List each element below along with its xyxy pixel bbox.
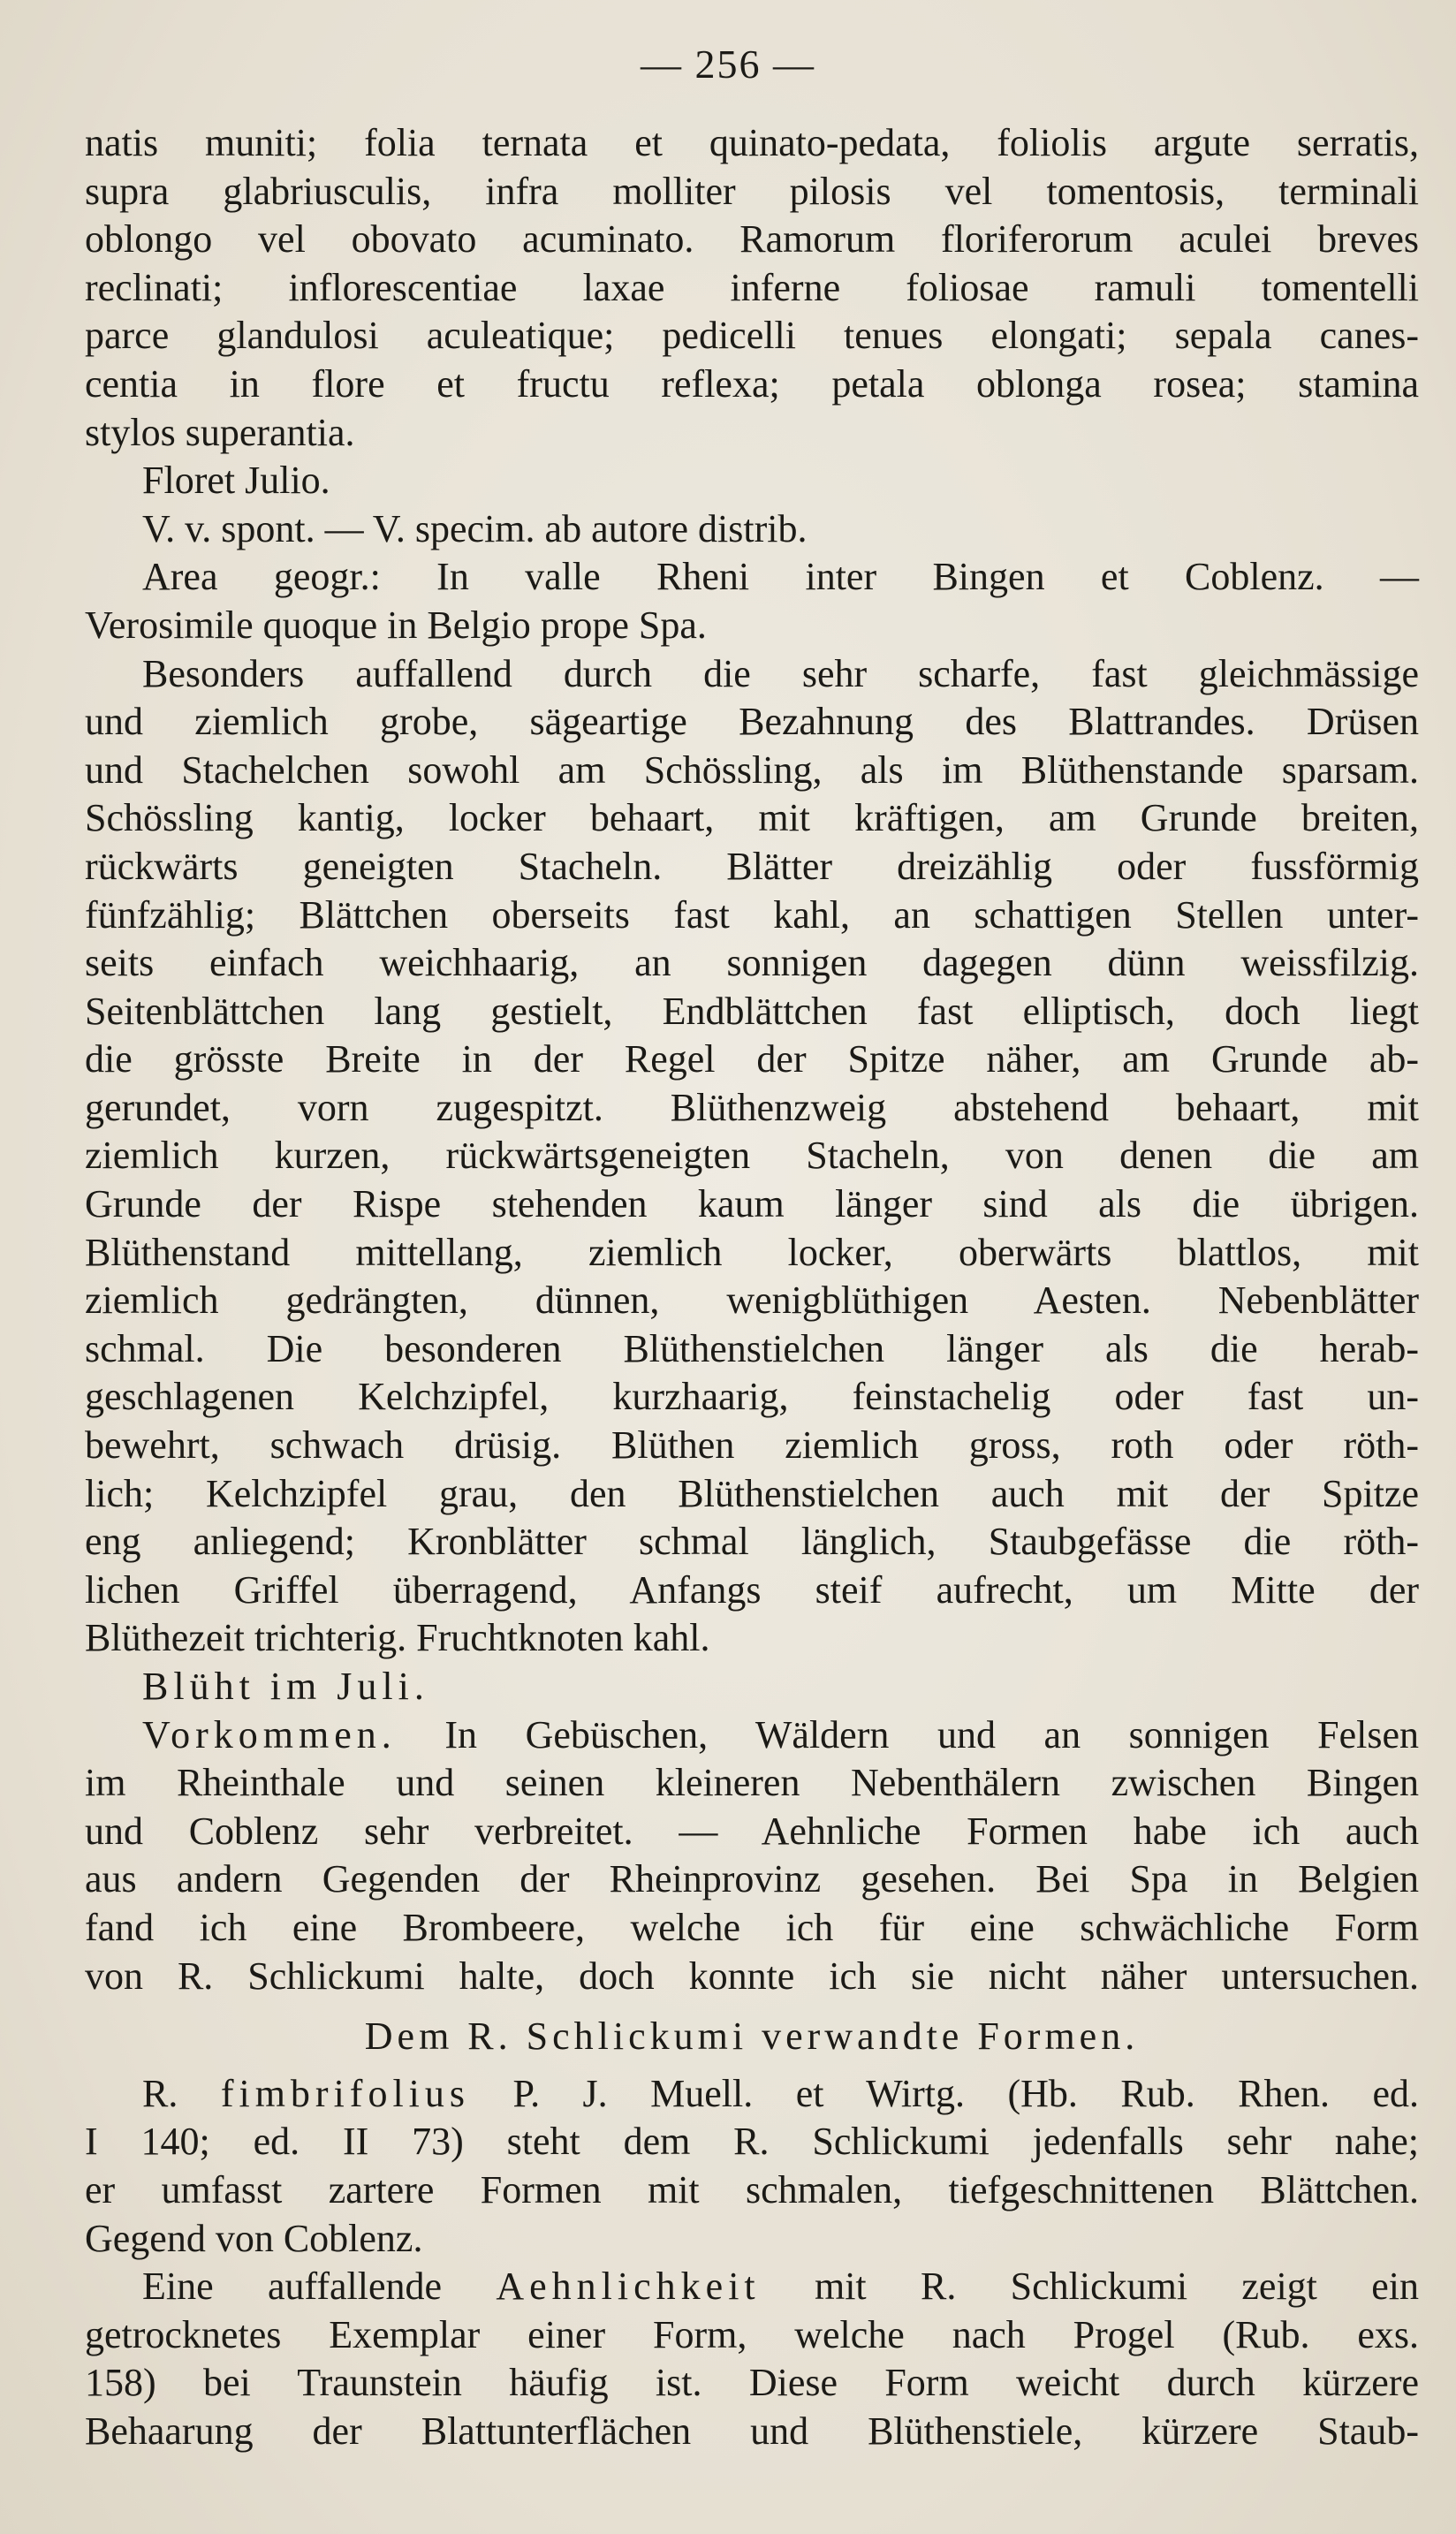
page-number: — 256 —	[641, 42, 815, 87]
text-line: er umfasst zartere Formen mit schmalen, tiefgeschnittenen Blättchen.	[85, 2167, 1419, 2212]
body-text	[85, 119, 1419, 2456]
fimbrifolius-line	[85, 2070, 1419, 2119]
text-line: bewehrt, schwach drüsig. Blüthen ziemlich gross, roth oder röth-	[85, 1423, 1419, 1468]
text-line: lichen Griffel überragend, Anfangs steif aufrecht, um Mitte der	[85, 1567, 1419, 1612]
text-line: reclinati; inflorescentiae laxae inferne foliosae ramuli tomentelli	[85, 265, 1419, 309]
text-line: ziemlich kurzen, rückwärtsgeneigten Stacheln, von denen die am	[85, 1134, 1419, 1178]
fimbrifolius-rest: P. J. Muell. et Wirtg. (Hb. Rub. Rhen. ed.	[512, 2071, 1420, 2115]
text-line: stylos superantia.	[85, 410, 355, 454]
text-line: Seitenblättchen lang gestielt, Endblättchen fast elliptisch, doch liegt	[85, 989, 1419, 1033]
aehnlichkeit-line	[85, 2263, 1419, 2311]
fimbrifolius-name: fimbrifolius	[220, 2071, 471, 2115]
text-line: fand ich eine Brombeere, welche ich für eine schwächliche Form	[85, 1905, 1419, 1949]
text-line: von R. Schlickumi halte, doch konnte ich sie nicht näher untersuchen.	[85, 1954, 1419, 1998]
text-line: oblongo vel obovato acuminato. Ramorum floriferorum aculei breves	[85, 217, 1419, 262]
text-line: I 140; ed. II 73) steht dem R. Schlickumi jedenfalls sehr nahe;	[85, 2120, 1419, 2164]
floret-line: Floret Julio.	[142, 459, 330, 503]
text-line: gerundet, vorn zugespitzt. Blüthenzweig abstehend behaart, mit	[85, 1085, 1419, 1129]
vv-line: V. v. spont. — V. specim. ab autore distrib.	[142, 506, 808, 550]
fimbrifolius-lead: R.	[142, 2071, 178, 2115]
text-line: centia in flore et fructu reflexa; petala oblonga rosea; stamina	[85, 361, 1419, 406]
area-line: Verosimile quoque in Belgio prope Spa.	[85, 603, 707, 647]
text-line: Schössling kantig, locker behaart, mit kräftigen, am Grunde breiten,	[85, 796, 1419, 840]
bluht-line	[85, 1663, 1419, 1711]
text-line: natis muniti; folia ternata et quinato-pedata, foliolis argute serratis,	[85, 121, 1419, 164]
text-line: die grösste Breite in der Regel der Spitze näher, am Grunde ab-	[85, 1037, 1419, 1081]
text-line: und ziemlich grobe, sägeartige Bezahnung des Blattrandes. Drüsen	[85, 700, 1419, 744]
section-heading-text: Dem R. Schlickumi verwandte Formen.	[364, 2014, 1140, 2059]
area-line: Area geogr.: In valle Rheni inter Bingen et Coblenz. —	[142, 555, 1419, 599]
text-line: supra glabriusculis, infra molliter pilosis vel tomentosis, terminali	[85, 169, 1419, 213]
text-line: Blüthezeit trichterig. Fruchtknoten kahl.	[85, 1616, 710, 1660]
vorkommen-first: In Gebüschen, Wäldern und an sonnigen Felsen	[444, 1712, 1420, 1756]
text-line: seits einfach weichhaarig, an sonnigen dagegen dünn weissfilzig.	[85, 941, 1419, 985]
text-line: Besonders auffallend durch die sehr scharfe, fast gleichmässige	[142, 651, 1419, 695]
text-line: und Coblenz sehr verbreitet. — Aehnliche Formen habe ich auch	[85, 1809, 1419, 1853]
text-line: 158) bei Traunstein häufig ist. Diese Form weicht durch kürzere	[85, 2361, 1419, 2405]
text-line: fünfzählig; Blättchen oberseits fast kahl, an schattigen Stellen unter-	[85, 892, 1419, 937]
vorkommen-label: Vorkommen.	[142, 1712, 397, 1756]
text-line: parce glandulosi aculeatique; pedicelli tenues elongati; sepala canes-	[85, 314, 1419, 358]
aehnlichkeit-pre: Eine auffallende	[142, 2265, 443, 2309]
aehnlichkeit-spaced: Aehnlichkeit	[496, 2265, 761, 2309]
text-line: Gegend von Coblenz.	[85, 2216, 423, 2260]
text-line: getrocknetes Exemplar einer Form, welche nach Progel (Rub. exs.	[85, 2312, 1419, 2356]
text-line: Behaarung der Blattunterflächen und Blüthenstiele, kürzere Staub-	[85, 2409, 1419, 2453]
text-line: Blüthenstand mittellang, ziemlich locker, oberwärts blattlos, mit	[85, 1230, 1419, 1274]
aehnlichkeit-post: mit R. Schlickumi zeigt ein	[814, 2265, 1419, 2309]
section-heading	[85, 2013, 1419, 2061]
text-line: schmal. Die besonderen Blüthenstielchen länger als die herab-	[85, 1326, 1419, 1370]
text-line: lich; Kelchzipfel grau, den Blüthenstielchen auch mit der Spitze	[85, 1471, 1419, 1515]
text-line: aus andern Gegenden der Rheinprovinz gesehen. Bei Spa in Belgien	[85, 1857, 1419, 1901]
text-line: Grunde der Rispe stehenden kaum länger sind als die übrigen.	[85, 1182, 1419, 1226]
text-line: und Stachelchen sowohl am Schössling, als im Blüthenstande sparsam.	[85, 747, 1419, 792]
text-line: im Rheinthale und seinen kleineren Nebenthälern zwischen Bingen	[85, 1761, 1419, 1805]
vorkommen-line	[85, 1711, 1419, 1760]
text-line: rückwärts geneigten Stacheln. Blätter dreizählig oder fussförmig	[85, 844, 1419, 888]
text-line: eng anliegend; Kronblätter schmal länglich, Staubgefässe die röth-	[85, 1520, 1419, 1564]
bluht-text: Blüht im Juli.	[142, 1665, 429, 1708]
text-line: ziemlich gedrängten, dünnen, wenigblüthigen Aesten. Nebenblätter	[85, 1278, 1419, 1323]
text-line: geschlagenen Kelchzipfel, kurzhaarig, feinstachelig oder fast un-	[85, 1375, 1419, 1419]
